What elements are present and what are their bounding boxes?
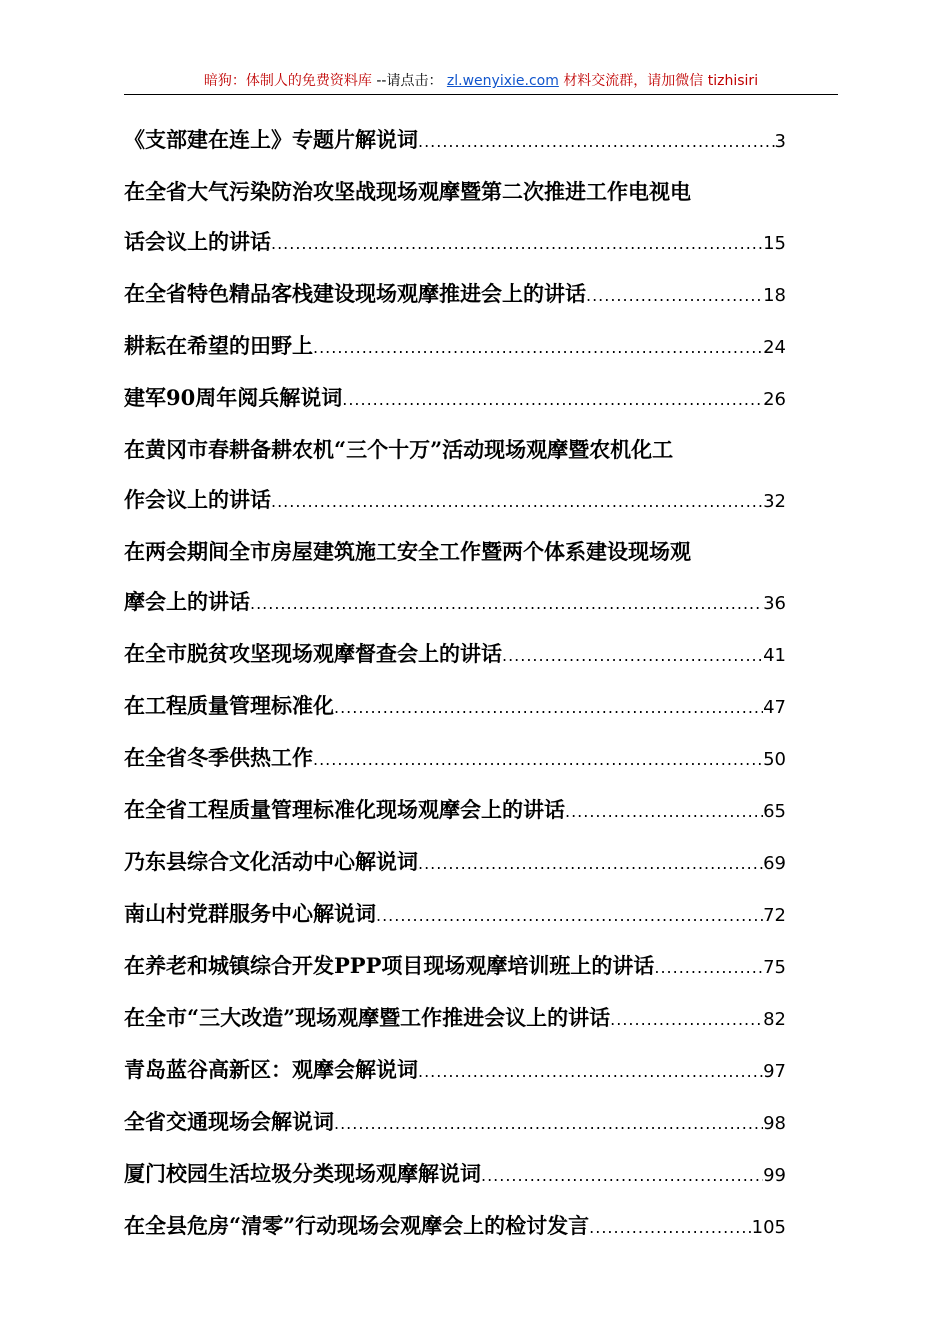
toc-entry[interactable] [124,681,838,733]
table-of-contents [124,115,838,1253]
toc-entry-title: 青岛蓝谷高新区：观摩会解说词 [124,1057,418,1082]
toc-entry[interactable] [124,993,838,1045]
toc-entry-title: 全省交通现场会解说词 [124,1109,334,1134]
toc-entry[interactable] [124,1149,838,1201]
toc-page-number: 26 [763,389,786,410]
toc-entry[interactable] [124,785,838,837]
page-header [124,72,838,90]
toc-dot-leader [334,1099,763,1149]
toc-page-number: 41 [763,645,786,666]
toc-dot-leader [313,735,763,785]
toc-entry[interactable] [124,629,838,681]
toc-dot-leader [418,839,763,889]
toc-entry-title: 在全县危房“清零”行动现场会观摩会上的检讨发言 [124,1213,590,1238]
toc-entry[interactable] [124,941,838,993]
toc-dot-leader [271,219,763,269]
toc-entry[interactable] [124,527,838,629]
toc-entry[interactable] [124,373,838,425]
toc-dot-leader [376,891,763,941]
toc-entry-title: 耕耘在希望的田野上 [124,333,313,358]
toc-page-number: 65 [763,801,786,822]
toc-dot-leader [586,271,763,321]
toc-entry[interactable] [124,115,838,167]
toc-entry-title: 摩会上的讲话 [124,589,250,614]
toc-page-number: 98 [763,1113,786,1134]
toc-entry-title: 在全省特色精品客栈建设现场观摩推进会上的讲话 [124,281,586,306]
toc-page-number: 18 [763,285,786,306]
toc-dot-leader [589,1203,751,1253]
toc-entry-title-line1: 在全省大气污染防治攻坚战现场观摩暨第二次推进工作电视电 [124,179,691,204]
header-site-name: 暗狗：体制人的免费资料库 [203,73,372,89]
toc-dot-leader [418,117,775,167]
toc-dot-leader [418,1047,763,1097]
toc-entry[interactable] [124,321,838,373]
toc-page-number: 47 [763,697,786,718]
toc-entry[interactable] [124,1097,838,1149]
toc-page-number: 105 [751,1217,786,1238]
toc-entry[interactable] [124,269,838,321]
toc-page-number: 75 [763,957,786,978]
toc-entry[interactable] [124,1201,838,1253]
toc-entry[interactable] [124,167,838,269]
toc-entry[interactable] [124,1045,838,1097]
header-divider [124,94,838,95]
toc-entry-title-line1: 在两会期间全市房屋建筑施工安全工作暨两个体系建设现场观 [124,539,691,564]
toc-entry-title-line1: 在黄冈市春耕备耕农机“三个十万”活动现场观摩暨农机化工 [124,437,674,462]
header-click-prompt: --请点击： [376,73,443,89]
toc-dot-leader [481,1151,763,1201]
toc-entry[interactable] [124,889,838,941]
header-link[interactable]: zl.wenyixie.com [446,73,559,89]
toc-entry-title: 建军90周年阅兵解说词 [124,385,343,410]
toc-entry[interactable] [124,425,838,527]
toc-page-number: 50 [763,749,786,770]
toc-dot-leader [502,631,763,681]
toc-entry-title: 厦门校园生活垃圾分类现场观摩解说词 [124,1161,481,1186]
toc-entry-title: 作会议上的讲话 [124,487,271,512]
toc-entry-title: 在全省冬季供热工作 [124,745,313,770]
toc-dot-leader [654,943,763,993]
toc-page-number: 36 [763,593,786,614]
toc-entry-title: 乃东县综合文化活动中心解说词 [124,849,418,874]
toc-dot-leader [271,477,763,527]
header-wechat-note: 材料交流群，请加微信 tizhisiri [563,73,759,89]
toc-dot-leader [342,375,763,425]
toc-page-number: 15 [763,233,786,254]
toc-page-number: 3 [774,131,786,152]
toc-dot-leader [610,995,763,1045]
toc-page-number: 69 [763,853,786,874]
toc-page-number: 72 [763,905,786,926]
toc-dot-leader [334,683,763,733]
toc-entry-title: 在全市“三大改造”现场观摩暨工作推进会议上的讲话 [124,1005,611,1030]
toc-entry-title: 南山村党群服务中心解说词 [124,901,376,926]
toc-page-number: 32 [763,491,786,512]
toc-page-number: 24 [763,337,786,358]
toc-dot-leader [250,579,763,629]
toc-dot-leader [313,323,763,373]
toc-page-number: 82 [763,1009,786,1030]
toc-page-number: 99 [763,1165,786,1186]
toc-entry-title: 在全省工程质量管理标准化现场观摩会上的讲话 [124,797,565,822]
toc-page-number: 97 [763,1061,786,1082]
toc-entry[interactable] [124,733,838,785]
toc-entry-title: 《支部建在连上》专题片解说词 [124,127,418,152]
toc-dot-leader [565,787,763,837]
toc-entry-title: 在工程质量管理标准化 [124,693,334,718]
toc-entry-title: 在养老和城镇综合开发PPP项目现场观摩培训班上的讲话 [124,953,655,978]
toc-entry-title: 话会议上的讲话 [124,229,271,254]
toc-entry[interactable] [124,837,838,889]
toc-entry-title: 在全市脱贫攻坚现场观摩督查会上的讲话 [124,641,502,666]
